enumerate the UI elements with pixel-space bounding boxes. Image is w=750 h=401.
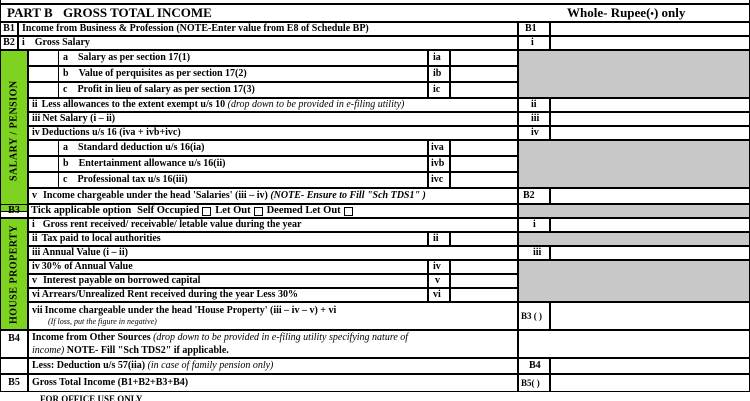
sal-v-ref: B2 bbox=[518, 188, 550, 204]
other-sources-field[interactable] bbox=[550, 358, 750, 374]
ded-b-label: b Entertainment allowance u/s 16(ii) bbox=[58, 156, 428, 172]
deduction-grey-block bbox=[518, 140, 750, 188]
deemed-let-out-checkbox[interactable] bbox=[344, 207, 353, 216]
hp-iii-label: iii Annual Value (i – ii) bbox=[28, 246, 518, 260]
ded-b-field[interactable] bbox=[450, 156, 518, 172]
sal-ii-ref: ii bbox=[518, 98, 550, 112]
sal-c-ref: ic bbox=[428, 82, 450, 98]
gross-rent-field[interactable] bbox=[550, 218, 750, 232]
annual-value-field[interactable] bbox=[550, 246, 750, 260]
hp-v-label: v Interest payable on borrowed capital bbox=[28, 274, 428, 288]
ded-c-spacer bbox=[28, 172, 58, 188]
b3-grey bbox=[518, 204, 750, 218]
ded-b-spacer bbox=[28, 156, 58, 172]
salary-income-field[interactable] bbox=[550, 188, 750, 204]
b4-blank bbox=[518, 330, 750, 358]
hp-vi-ref: vi bbox=[428, 288, 450, 302]
hp-vi-label: vi Arrears/Unrealized Rent received during the year Less 30% bbox=[28, 288, 428, 302]
b5-label: Gross Total Income (B1+B2+B3+B4) bbox=[28, 374, 518, 392]
ded-c-label: c Professional tax u/s 16(iii) bbox=[58, 172, 428, 188]
b4-less-spacer bbox=[0, 358, 28, 374]
ded-a-label: a Standard deduction u/s 16(ia) bbox=[58, 140, 428, 156]
self-occupied-checkbox[interactable] bbox=[202, 207, 211, 216]
rupee-icon: • bbox=[650, 9, 654, 20]
hp-grey-block bbox=[518, 260, 750, 302]
deductions-field[interactable] bbox=[550, 126, 750, 140]
ded-a-field[interactable] bbox=[450, 140, 518, 156]
b4-label: Income from Other Sources (drop down to be provided in e-filing utility specifying nature of income) NOTE- Fill "Sch TDS2" if applicable. bbox=[28, 330, 518, 358]
hp-ii-grey bbox=[518, 232, 750, 246]
sal-a-label: a Salary as per section 17(1) bbox=[58, 50, 428, 66]
sal-iv-ref: iv bbox=[518, 126, 550, 140]
sal-iii-ref: iii bbox=[518, 112, 550, 126]
sal-a-spacer bbox=[28, 50, 58, 66]
let-out-checkbox[interactable] bbox=[254, 207, 263, 216]
hp-i-ref: i bbox=[518, 218, 550, 232]
b5-ref: B5( ) bbox=[518, 374, 550, 392]
hp-vii-ref: B3 ( ) bbox=[518, 302, 550, 330]
hp-ii-label: ii Tax paid to local authorities bbox=[28, 232, 428, 246]
b5-code: B5 bbox=[0, 374, 28, 392]
b2-code: B2 bbox=[0, 36, 18, 50]
sal-c-spacer bbox=[28, 82, 58, 98]
sal-ii-label: ii Less allowances to the extent exempt u/s 10 (drop down to be provided in e-filing utility) bbox=[28, 98, 518, 112]
sal-b-ref: ib bbox=[428, 66, 450, 82]
house-income-field[interactable] bbox=[550, 302, 750, 330]
hp-v-ref: v bbox=[428, 274, 450, 288]
thirty-percent-field[interactable] bbox=[450, 260, 518, 274]
sal-a-field[interactable] bbox=[450, 50, 518, 66]
b1-code: B1 bbox=[0, 22, 18, 36]
hp-iv-label: iv 30% of Annual Value bbox=[28, 260, 428, 274]
tax-paid-field[interactable] bbox=[450, 232, 518, 246]
b3-code: B3 bbox=[0, 204, 28, 218]
hp-i-label: i Gross rent received/ receivable/ letable value during the year bbox=[28, 218, 518, 232]
part-label: PART B bbox=[7, 5, 53, 20]
gross-salary-field[interactable] bbox=[550, 36, 750, 50]
ded-c-field[interactable] bbox=[450, 172, 518, 188]
b2-gross-salary: i Gross Salary bbox=[18, 36, 518, 50]
part-header bbox=[0, 4, 750, 22]
hp-iii-ref: iii bbox=[518, 246, 550, 260]
ded-a-ref: iva bbox=[428, 140, 450, 156]
interest-field[interactable] bbox=[450, 274, 518, 288]
sal-c-field[interactable] bbox=[450, 82, 518, 98]
b4-code: B4 bbox=[0, 330, 28, 358]
b3-tick-row: Tick applicable option Self Occupied Let Out Deemed Let Out bbox=[28, 204, 518, 218]
b4-less-label: Less: Deduction u/s 57(iia) (in case of family pension only) bbox=[28, 358, 518, 374]
b1-ref: B1 bbox=[518, 22, 550, 36]
hp-vii-label: vii Income chargeable under the head 'House Property' (iii – iv – v) + vi (If loss, put the figure in negative) bbox=[28, 302, 518, 330]
b1-amount-field[interactable] bbox=[550, 22, 750, 36]
salary-grey-block bbox=[518, 50, 750, 98]
sal-v-label: v Income chargeable under the head 'Salaries' (iii – iv) (NOTE- Ensure to Fill "Sch TDS1" ) bbox=[28, 188, 518, 204]
sal-b-label: b Value of perquisites as per section 17(2) bbox=[58, 66, 428, 82]
hp-iv-ref: iv bbox=[428, 260, 450, 274]
part-title: GROSS TOTAL INCOME bbox=[63, 5, 212, 20]
net-salary-field[interactable] bbox=[550, 112, 750, 126]
ded-b-ref: ivb bbox=[428, 156, 450, 172]
ded-a-spacer bbox=[28, 140, 58, 156]
b4-ref: B4 bbox=[518, 358, 550, 374]
sal-c-label: c Profit in lieu of salary as per section 17(3) bbox=[58, 82, 428, 98]
sal-b-field[interactable] bbox=[450, 66, 518, 82]
sal-b-spacer bbox=[28, 66, 58, 82]
unit-label: Whole- Rupee(•) only bbox=[567, 5, 686, 20]
sal-a-ref: ia bbox=[428, 50, 450, 66]
b1-label: Income from Business & Profession (NOTE-Enter value from E8 of Schedule BP) bbox=[18, 22, 518, 36]
allowances-field[interactable] bbox=[550, 98, 750, 112]
hp-ii-ref: ii bbox=[428, 232, 450, 246]
gross-total-income-field[interactable] bbox=[550, 374, 750, 392]
sal-iii-label: iii Net Salary (i – ii) bbox=[28, 112, 518, 126]
ded-c-ref: ivc bbox=[428, 172, 450, 188]
sal-iv-label: iv Deductions u/s 16 (iva + ivb+ivc) bbox=[28, 126, 518, 140]
office-use-footer: FOR OFFICE USE ONLY bbox=[40, 394, 143, 401]
house-property-side-label: HOUSE PROPERTY bbox=[0, 218, 28, 330]
salary-pension-side-label: SALARY / PENSION bbox=[0, 50, 28, 212]
arrears-field[interactable] bbox=[450, 288, 518, 302]
b2-ref: i bbox=[518, 36, 550, 50]
